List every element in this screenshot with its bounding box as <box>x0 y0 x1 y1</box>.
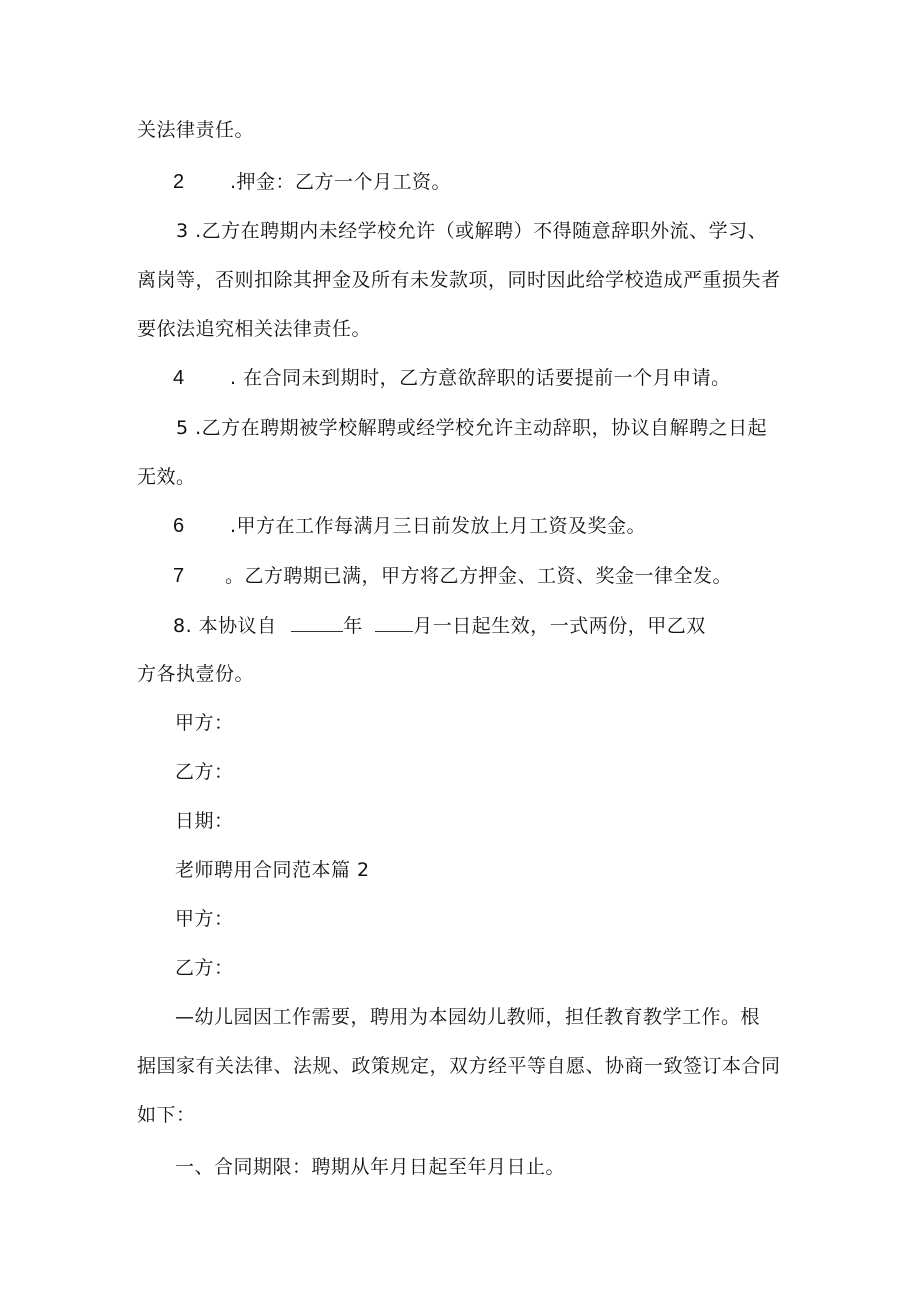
year-label: 年 <box>343 615 363 637</box>
list-item-4 <box>173 366 731 390</box>
item-number: 4 <box>173 367 185 389</box>
item-text: . 在合同未到期时，乙方意欲辞职的话要提前一个月申请。 <box>230 367 731 389</box>
item-text: .押金：乙方一个月工资。 <box>230 171 452 193</box>
intro-line-2: 据国家有关法律、法规、政策规定，双方经平等自愿、协商一致签订本合同 <box>137 1055 781 1077</box>
section-title: 老师聘用合同范本篇 2 <box>175 859 370 881</box>
section2-party-a: 甲方： <box>175 908 234 930</box>
year-blank <box>291 613 343 632</box>
clause-1: 一、合同期限：聘期从年月日起至年月日止。 <box>175 1156 566 1178</box>
list-item-6 <box>173 514 646 538</box>
intro-line-3: 如下： <box>137 1104 196 1126</box>
item-number: 7 <box>173 565 185 587</box>
list-item-3-line-3: 要依法追究相关法律责任。 <box>137 318 372 340</box>
list-item-3-line-2: 离岗等，否则扣除其押金及所有未发款项，同时因此给学校造成严重损失者 <box>137 269 781 291</box>
list-item-8-line-2: 方各执壹份。 <box>137 663 255 685</box>
item-prefix: 8. 本协议自 <box>173 615 277 637</box>
list-item-5-line-1: 5 .乙方在聘期被学校解聘或经学校允许主动辞职，协议自解聘之日起 <box>176 417 768 439</box>
intro-line-1: —幼儿园因工作需要，聘用为本园幼儿教师，担任教育教学工作。根 <box>175 1006 761 1028</box>
list-item-8-line-1 <box>173 613 706 638</box>
item-number: 2 <box>173 171 185 193</box>
list-item-2 <box>173 170 451 194</box>
item-number: 6 <box>173 515 185 537</box>
section2-party-b: 乙方： <box>175 957 234 979</box>
signature-party-a: 甲方： <box>175 712 234 734</box>
item-rest: 月一日起生效，一式两份，甲乙双 <box>413 615 706 637</box>
list-item-5-line-2: 无效。 <box>137 466 196 488</box>
item-text: 。乙方聘期已满，甲方将乙方押金、工资、奖金一律全发。 <box>225 565 733 587</box>
month-blank <box>375 613 413 632</box>
paragraph-end: 关法律责任。 <box>137 119 255 141</box>
signature-party-b: 乙方： <box>175 761 234 783</box>
signature-date: 日期： <box>175 810 234 832</box>
list-item-3-line-1: 3 .乙方在聘期内未经学校允许（或解聘）不得随意辞职外流、学习、 <box>176 220 768 242</box>
item-text: .甲方在工作每满月三日前发放上月工资及奖金。 <box>230 515 647 537</box>
list-item-7 <box>173 564 732 588</box>
